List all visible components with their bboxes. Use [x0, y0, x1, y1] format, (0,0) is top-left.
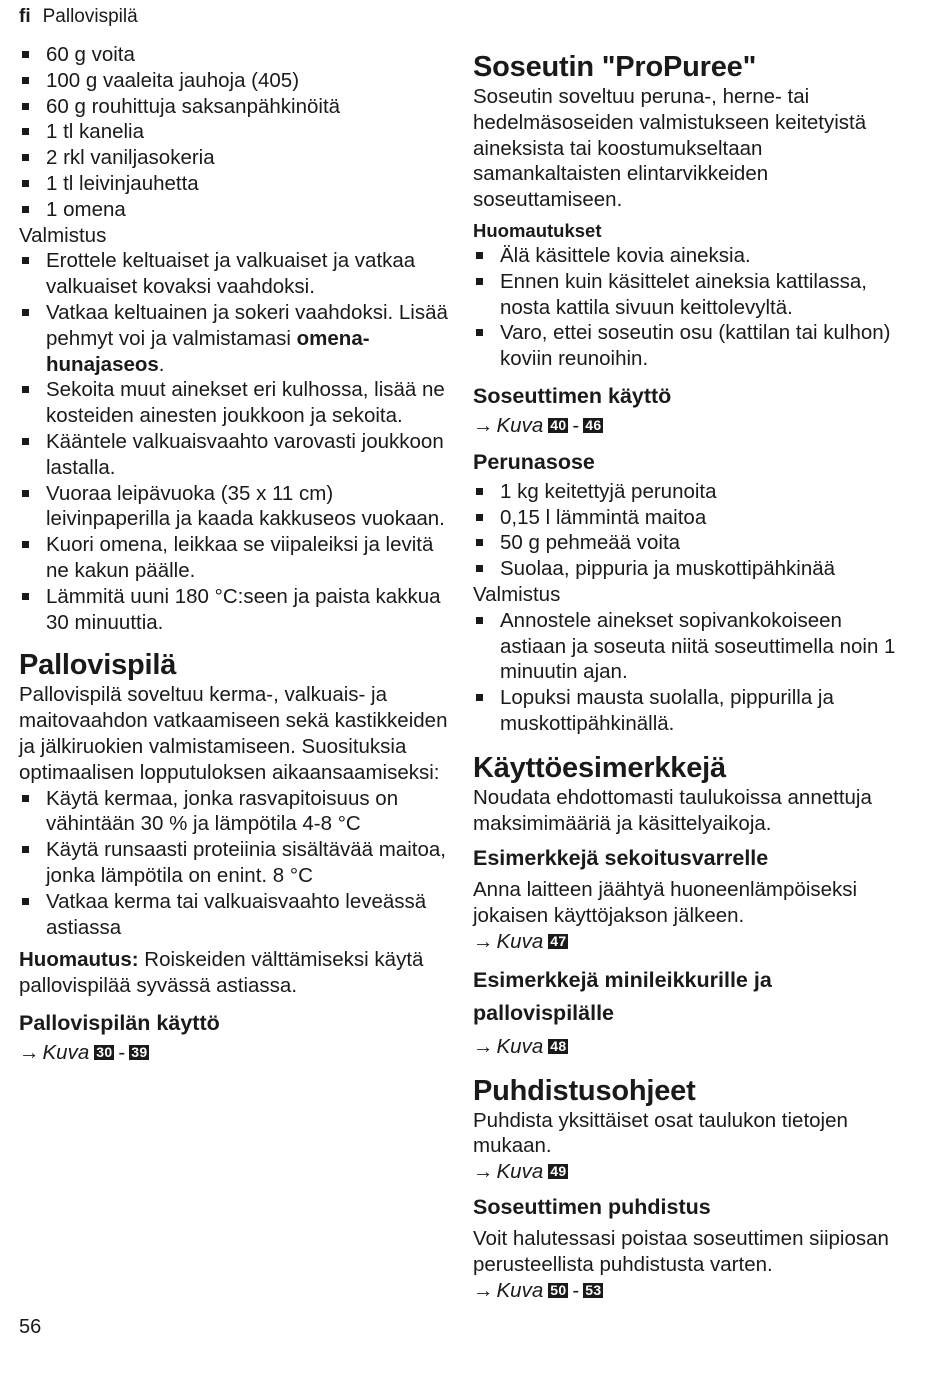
bullet-icon [22, 438, 29, 445]
emphasis-text: omena-hunajaseos [46, 326, 370, 376]
list-item: 50 g pehmeää voita [473, 530, 913, 556]
subsection-heading: Perunasose [473, 449, 595, 474]
bullet-icon [22, 898, 29, 905]
valmistus-label: Valmistus [19, 223, 107, 247]
figure-reference: → Kuva 47 [473, 929, 567, 953]
header-title: Pallovispilä [42, 6, 138, 27]
bullet-icon [22, 846, 29, 853]
section-intro: Soseutin soveltuu peruna-, herne- tai hedelmäsoseiden valmistukseen keitetyistä aineksista tai koostumukseltaan samankaltaisten elintarvikkeiden soseuttamiseen. [473, 85, 867, 212]
list-item: Ennen kuin käsittelet aineksia kattilassa, nosta kattila sivuun keittolevyltä. [473, 269, 913, 321]
list-item: 60 g voita [19, 42, 455, 68]
subsection-heading: Esimerkkejä sekoitusvarrelle [473, 846, 769, 871]
figure-reference: → Kuva 50 - 53 [473, 1278, 602, 1302]
list-item: Vatkaa kerma tai valkuaisvaahto leveässä astiassa [19, 889, 455, 941]
figure-reference: → Kuva 40 - 46 [473, 413, 602, 437]
bullet-icon [476, 514, 483, 521]
list-item: Lämmitä uuni 180 °C:seen ja paista kakkua 30 minuuttia. [19, 584, 455, 636]
section-heading-pallovispila: Pallovispilä [19, 649, 177, 682]
ingredient-list [473, 479, 913, 582]
subsection-heading: Pallovispilän käyttö [19, 1010, 220, 1035]
tips-list [19, 786, 455, 941]
section-heading-soseutin: Soseutin "ProPuree" [473, 51, 757, 83]
subsection-heading: Esimerkkejä minileikkurille ja pallovispilälle [473, 967, 772, 1025]
figure-badge: 53 [585, 1281, 602, 1298]
figure-badge: 40 [550, 416, 567, 433]
figure-badge: 30 [96, 1043, 113, 1060]
arrow-icon: → [473, 413, 494, 437]
note-label: Huomautus: [19, 948, 139, 972]
list-item: 60 g rouhittuja saksanpähkinöitä [19, 94, 455, 120]
bullet-icon [22, 154, 29, 161]
section-intro: Pallovispilä soveltuu kerma-, valkuais- ja maitovaahdon vatkaamiseen sekä kastikkeiden ja jälkiruokien valmistamiseen. Suosituksia optimaalisen lopputuloksen aikaansaamiseksi: [19, 683, 448, 784]
bullet-icon [22, 103, 29, 110]
figure-badge: 49 [550, 1163, 567, 1180]
list-item: Suolaa, pippuria ja muskottipähkinää [473, 556, 913, 582]
bullet-icon [22, 593, 29, 600]
list-item: 2 rkl vaniljasokeria [19, 145, 455, 171]
steps-list [473, 608, 913, 737]
notes-list [473, 243, 913, 372]
steps-list [19, 248, 455, 635]
subsection-heading: Soseuttimen puhdistus [473, 1194, 711, 1219]
language-code: fi [19, 6, 31, 27]
list-item: Käytä kermaa, jonka rasvapitoisuus on vähintään 30 % ja lämpötila 4-8 °C [19, 786, 455, 838]
section-heading-puhdistusohjeet: Puhdistusohjeet [473, 1074, 696, 1107]
paragraph: Voit halutessasi poistaa soseuttimen siipiosan perusteellista puhdistusta varten. [473, 1226, 889, 1276]
bullet-icon [22, 490, 29, 497]
list-item: Käytä runsaasti proteiinia sisältävää maitoa, jonka lämpötila on enint. 8 °C [19, 837, 455, 889]
figure-reference: → Kuva 30 - 39 [19, 1040, 148, 1064]
bullet-icon [22, 795, 29, 802]
bullet-icon [476, 617, 483, 624]
bullet-icon [22, 257, 29, 264]
list-item: Lopuksi mausta suolalla, pippurilla ja muskottipähkinällä. [473, 685, 913, 737]
paragraph: Anna laitteen jäähtyä huoneenlämpöiseksi jokaisen käyttöjakson jälkeen. [473, 878, 858, 928]
bullet-icon [22, 128, 29, 135]
bullet-icon [22, 180, 29, 187]
figure-badge: 46 [585, 416, 602, 433]
bullet-icon [22, 77, 29, 84]
list-item: 1 tl kanelia [19, 119, 455, 145]
bullet-icon [476, 278, 483, 285]
notes-heading: Huomautukset [473, 219, 602, 241]
ingredient-list [19, 42, 455, 223]
list-item: 1 kg keitettyjä perunoita [473, 479, 913, 505]
bullet-icon [22, 386, 29, 393]
note-paragraph: Huomautus: Roiskeiden välttämiseksi käytä pallovispilää syvässä astiassa. [19, 948, 424, 998]
figure-badge: 39 [131, 1043, 148, 1060]
list-item: Älä käsittele kovia aineksia. [473, 243, 913, 269]
arrow-icon: → [473, 1278, 494, 1302]
list-item: Sekoita muut ainekset eri kulhossa, lisää ne kosteiden ainesten joukkoon ja sekoita. [19, 377, 455, 429]
bullet-icon [22, 541, 29, 548]
list-item: 1 omena [19, 197, 455, 223]
arrow-icon: → [473, 1034, 494, 1058]
page-number: 56 [19, 1316, 42, 1338]
right-column [473, 50, 913, 1303]
bullet-icon [22, 206, 29, 213]
valmistus-label: Valmistus [473, 582, 561, 606]
bullet-icon [476, 329, 483, 336]
section-heading-kayttoesimerkkeja: Käyttöesimerkkejä [473, 751, 726, 784]
figure-badge: 47 [550, 932, 567, 949]
list-item: 1 tl leivinjauhetta [19, 171, 455, 197]
bullet-icon [476, 539, 483, 546]
figure-reference: → Kuva 49 [473, 1160, 567, 1184]
figure-badge: 50 [550, 1281, 567, 1298]
subsection-heading: Soseuttimen käyttö [473, 383, 672, 408]
list-item: Annostele ainekset sopivankokoiseen astiaan ja soseuta niitä soseuttimella noin 1 minuutin ajan. [473, 608, 913, 685]
arrow-icon: → [473, 929, 494, 953]
list-item: 0,15 l lämmintä maitoa [473, 505, 913, 531]
figure-reference: → Kuva 48 [473, 1034, 567, 1058]
bullet-icon [476, 488, 483, 495]
bullet-icon [22, 309, 29, 316]
bullet-icon [22, 51, 29, 58]
page-header [19, 6, 138, 28]
list-item: Varo, ettei soseutin osu (kattilan tai kulhon) koviin reunoihin. [473, 320, 913, 372]
list-item: 100 g vaaleita jauhoja (405) [19, 68, 455, 94]
list-item: Kuori omena, leikkaa se viipaleiksi ja levitä ne kakun päälle. [19, 532, 455, 584]
list-item: Kääntele valkuaisvaahto varovasti joukkoon lastalla. [19, 429, 455, 481]
arrow-icon: → [473, 1160, 494, 1184]
figure-badge: 48 [550, 1037, 567, 1054]
section-intro: Puhdista yksittäiset osat taulukon tietojen mukaan. [473, 1108, 848, 1158]
list-item: Erottele keltuaiset ja valkuaiset ja vatkaa valkuaiset kovaksi vaahdoksi. [19, 248, 455, 300]
list-item: Vatkaa keltuainen ja sokeri vaahdoksi. Lisää pehmyt voi ja valmistamasi omena-hunajaseos. [19, 300, 455, 377]
bullet-icon [476, 694, 483, 701]
bullet-icon [476, 565, 483, 572]
bullet-icon [476, 252, 483, 259]
section-intro: Noudata ehdottomasti taulukoissa annettuja maksimimääriä ja käsittelyaikoja. [473, 785, 872, 835]
arrow-icon: → [19, 1040, 40, 1064]
left-column [19, 42, 455, 1066]
list-item: Vuoraa leipävuoka (35 x 11 cm) leivinpaperilla ja kaada kakkuseos vuokaan. [19, 481, 455, 533]
